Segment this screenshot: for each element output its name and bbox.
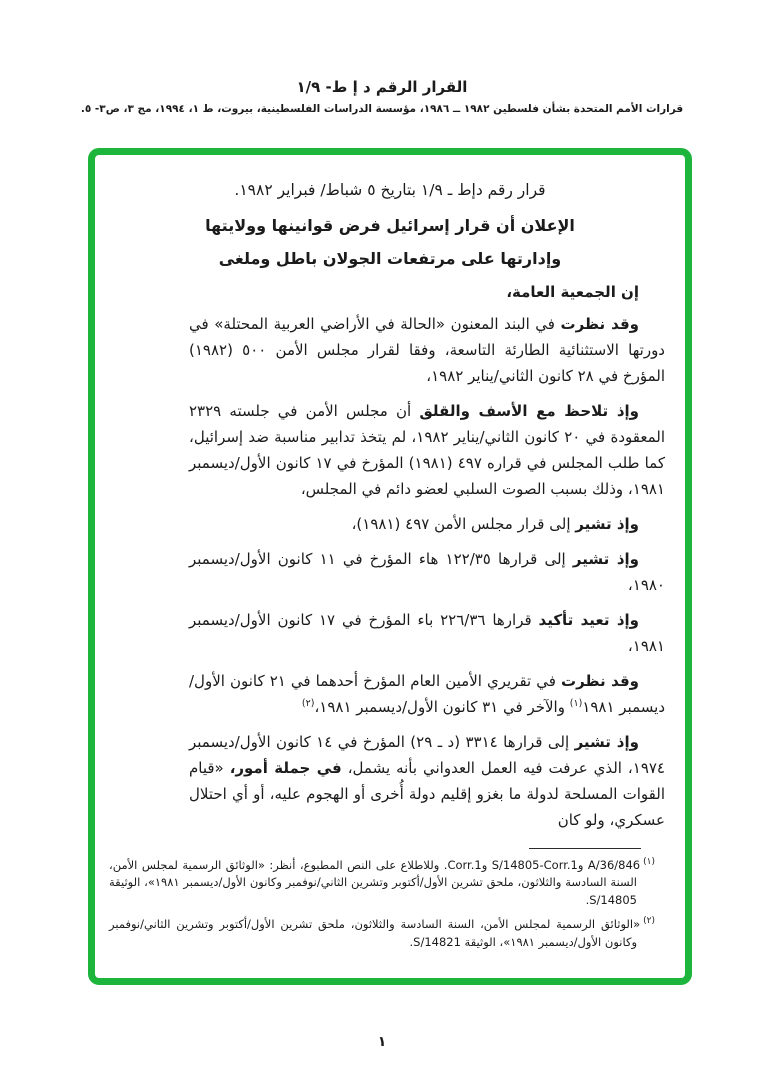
page-number: ١	[377, 1034, 387, 1050]
footnote-1	[109, 857, 655, 910]
resolution-title-line-2: وإدارتها على مرتفعات الجولان باطل وملغى	[218, 249, 562, 268]
paragraph-4	[189, 546, 665, 598]
resolution-reference-title: القرار الرقم د إ ط- ١/٩	[296, 78, 468, 96]
paragraph-2-text: أن مجلس الأمن في جلسته ٢٣٢٩ المعقودة في ٢٠ كانون الثاني/يناير ١٩٨٢، لم يتخذ تدابير مناسبة ضد إسرائيل، كما طلب المجلس في قراره ٤٩٧ (١٩٨١) المؤرخ في ١٧ كانون الأول/ديسمبر ١٩٨١، وذلك بسبب الصوت السلبي لعضو دائم في المجلس،	[189, 402, 665, 498]
paragraph-7	[189, 729, 665, 833]
paragraph-7-lead: وإذ تشير	[574, 733, 639, 751]
footnotes-section	[95, 848, 685, 961]
opening-clause: إن الجمعية العامة،	[506, 283, 639, 301]
paragraph-1-text: في البند المعنون «الحالة في الأراضي العربية المحتلة» في دورتها الاستثنائية الطارئة التاسعة، وفقا لقرار مجلس الأمن ٥٠٠ (١٩٨٢) المؤرخ في ٢٨ كانون الثاني/يناير ١٩٨٢،	[189, 315, 665, 385]
resolution-number-line: قرار رقم دإط ـ ١/٩ بتاريخ ٥ شباط/ فبراير ١٩٨٢.	[234, 181, 546, 199]
footnote-2-marker: (٢)	[643, 916, 655, 927]
footnote-2-text: «الوثائق الرسمية لمجلس الأمن، السنة السادسة والثلاثون، ملحق تشرين الأول/أكتوبر وتشرين الثاني/نوفمبر وكانون الأول/ديسمبر ١٩٨١»، الوثيقة S/14821.	[109, 917, 641, 949]
paragraph-2-lead: وإذ تلاحظ مع الأسف والقلق	[419, 402, 639, 420]
footnote-separator-rule	[529, 848, 641, 849]
resolution-title-line-1: الإعلان أن قرار إسرائيل فرض قوانينها وولايتها	[205, 216, 575, 235]
paragraph-6-lead: وقد نظرت	[561, 672, 639, 690]
source-citation: قرارات الأمم المتحدة بشأن فلسطين ١٩٨٢ ــ ١٩٨٦، مؤسسة الدراسات الفلسطينية، بيروت، ط ١، ١٩٩٤، مج ٣، ص٣- ٥.	[80, 103, 684, 115]
paragraph-3-lead: وإذ تشير	[575, 515, 639, 533]
resolution-title	[103, 209, 677, 275]
paragraph-6-text-a: في تقريري الأمين العام المؤرخ أحدهما في ٢١ كانون الأول/ديسمبر ١٩٨١	[189, 672, 665, 716]
paragraph-4-lead: وإذ تشير	[572, 550, 639, 568]
paragraph-3	[189, 511, 665, 537]
page-header	[0, 78, 764, 115]
footnote-ref-2: (٢)	[301, 698, 315, 709]
paragraph-7-bold-phrase: في جملة أمور،	[229, 759, 342, 777]
paragraph-1	[189, 311, 665, 389]
paragraph-1-lead: وقد نظرت	[560, 315, 639, 333]
green-frame	[88, 148, 692, 985]
footnote-ref-1: (١)	[569, 698, 583, 709]
paragraph-7-text-a: إلى قرارها ٣٣١٤ (د ـ ٢٩) المؤرخ في ١٤ كانون الأول/ديسمبر ١٩٧٤، الذي عرفت فيه العمل العدواني بأنه يشمل،	[189, 733, 665, 777]
footnote-2	[109, 916, 655, 951]
paragraph-6	[189, 668, 665, 720]
paragraph-5-text: قرارها ٢٢٦/٣٦ باء المؤرخ في ١٧ كانون الأول/ديسمبر ١٩٨١،	[189, 611, 665, 655]
paragraph-3-text: إلى قرار مجلس الأمن ٤٩٧ (١٩٨١)،	[351, 515, 576, 533]
resolution-body	[95, 177, 685, 848]
footnote-1-text: A/36/846 وS/14805-Corr.1 وCorr.1. وللاطلاع على النص المطبوع، أنظر: «الوثائق الرسمية لمجلس الأمن، السنة السادسة والثلاثون، ملحق تشرين الأول/أكتوبر وتشرين الثاني/نوفمبر وكانون الأول/ديسمبر ١٩٨١»، الوثيقة S/14805.	[109, 857, 641, 907]
paragraph-7-text-b: «قيام القوات المسلحة لدولة ما بغزو إقليم دولة أُخرى أو الهجوم عليه، أو أي احتلال عسكري، ولو كان	[189, 759, 665, 829]
footnote-1-marker: (١)	[643, 856, 655, 867]
paragraph-5-lead: وإذ تعيد تأكيد	[538, 611, 639, 629]
paragraph-5	[189, 607, 665, 659]
paragraph-4-text: إلى قرارها ١٢٢/٣٥ هاء المؤرخ في ١١ كانون الأول/ديسمبر ١٩٨٠،	[189, 550, 665, 594]
paragraph-6-text-b: والآخر في ٣١ كانون الأول/ديسمبر ١٩٨١،	[314, 698, 570, 716]
paragraph-2	[189, 398, 665, 502]
